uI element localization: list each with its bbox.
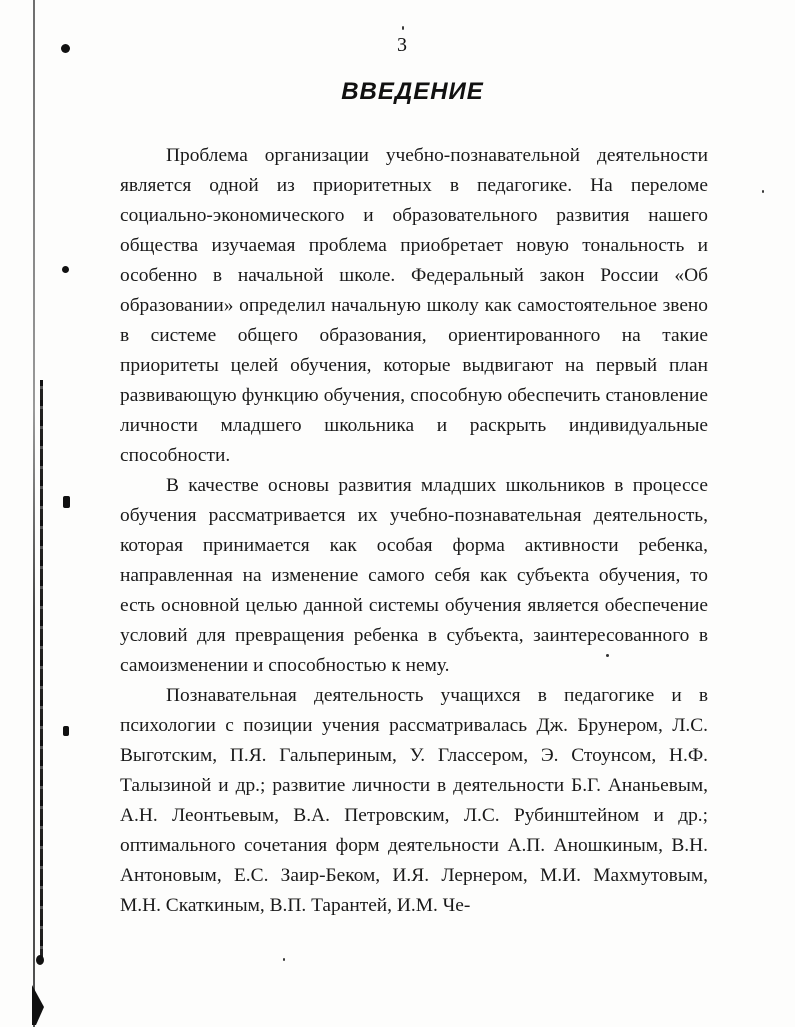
- page-title: ВВЕДЕНИЕ: [341, 78, 484, 105]
- paragraph: Проблема организации учебно-познавательной деятельности является одной из приоритетных в педагогике. На переломе социально-экономического и образовательного развития нашего общества изучаемая проблема приобретает новую тональность и особенно в начальной школе. Федеральный закон России «Об образовании» определил начальную школу как самостоятельное звено в системе общего образования, ориентированного на такие приоритеты целей обучения, которые выдвигают на первый план развивающую функцию обучения, способную обеспечить становление личности младшего школьника и раскрыть индивидуальные способности.: [120, 145, 708, 466]
- document-body: [120, 141, 708, 921]
- punch-hole-mark: [63, 496, 70, 508]
- punch-hole-mark: [63, 726, 69, 736]
- punch-hole-mark: [36, 955, 44, 965]
- paragraph: В качестве основы развития младших школьников в процессе обучения рассматривается их учебно-познавательная деятельность, которая принимается как особая форма активности ребенка, направленная на изменение самого себя как субъекта обучения, то есть основной целью данной системы обучения является обеспечение условий для превращения ребенка в субъекта, заинтересованного в самоизменении и способностью к нему.: [120, 475, 708, 676]
- page-number: 3: [397, 34, 407, 56]
- scan-speck: [762, 190, 764, 193]
- paragraph: Познавательная деятельность учащихся в педагогике и в психологии с позиции учения рассматривалась Дж. Брунером, Л.С. Выготским, П.Я. Гальпериным, У. Глассером, Э. Стоунсом, Н.Ф. Талызиной и др.; развитие личности в деятельности Б.Г. Ананьевым, А.Н. Леонтьевым, В.А. Петровским, Л.С. Рубинштейном и др.; оптимального сочетания форм деятельности А.П. Аношкиным, В.Н. Антоновым, Е.С. Заир-Беком, И.Я. Лернером, М.И. Махмутовым, М.Н. Скаткиным, В.П. Тарантей, И.М. Че-: [120, 685, 708, 916]
- scan-corner-mark: [30, 985, 50, 1025]
- scan-binding-shadow: [40, 380, 43, 960]
- scan-speck: [283, 958, 285, 961]
- scan-speck: [402, 26, 404, 30]
- punch-hole-mark: [61, 44, 70, 53]
- scan-binding-edge: [33, 0, 35, 1027]
- punch-hole-mark: [62, 266, 69, 273]
